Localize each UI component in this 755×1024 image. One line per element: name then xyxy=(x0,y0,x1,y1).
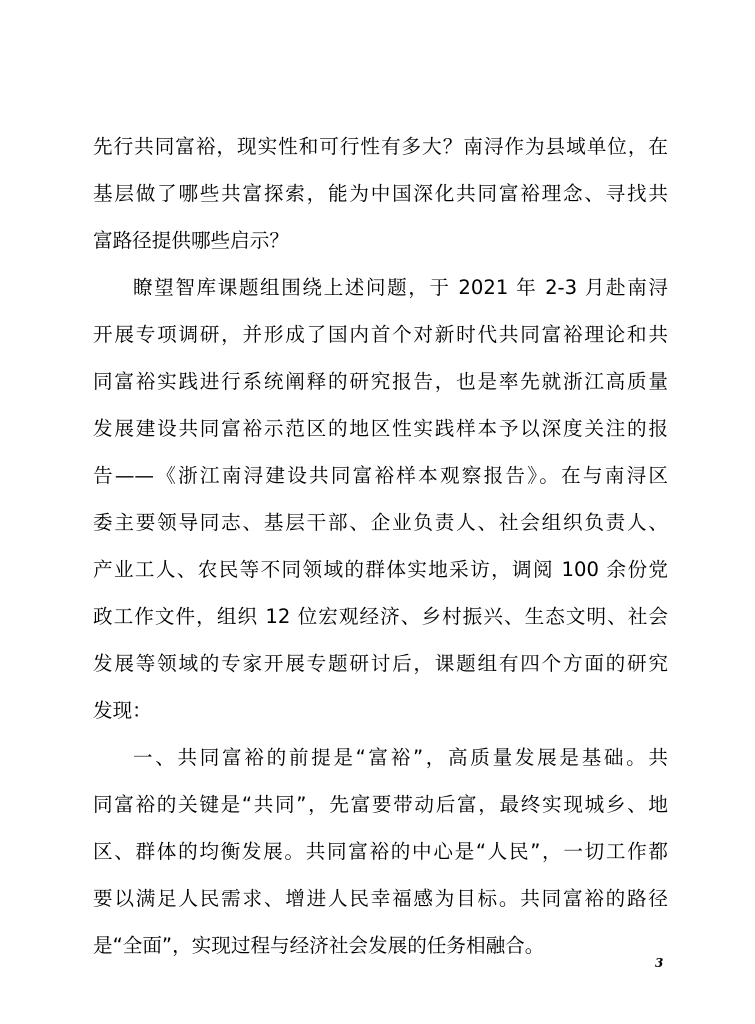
paragraph-2-line-8: 政工作文件，组织 12 位宏观经济、乡村振兴、生态文明、社会 xyxy=(93,605,668,628)
paragraph-2-line-9: 发展等领域的专家开展专题研讨后，课题组有四个方面的研究 xyxy=(93,652,668,675)
paragraph-1-line-2: 基层做了哪些共富探索，能为中国深化共同富裕理念、寻找共 xyxy=(93,182,668,205)
paragraph-3-line-2: 同富裕的关键是“共同”，先富要带动后富，最终实现城乡、地 xyxy=(93,793,668,816)
paragraph-1-line-1: 先行共同富裕，现实性和可行性有多大？南浔作为县域单位，在 xyxy=(93,135,668,158)
paragraph-3-line-3: 区、群体的均衡发展。共同富裕的中心是“人民”，一切工作都 xyxy=(93,840,668,863)
paragraph-2-line-4: 发展建设共同富裕示范区的地区性实践样本予以深度关注的报 xyxy=(93,417,668,440)
paragraph-2-line-6: 委主要领导同志、基层干部、企业负责人、社会组织负责人、 xyxy=(93,511,668,534)
paragraph-3-line-1: 一、共同富裕的前提是“富裕”，高质量发展是基础。共 xyxy=(133,746,668,769)
page-number: 3 xyxy=(655,956,664,970)
paragraph-3-line-5: 是“全面”，实现过程与经济社会发展的任务相融合。 xyxy=(93,934,545,957)
paragraph-3-line-4: 要以满足人民需求、增进人民幸福感为目标。共同富裕的路径 xyxy=(93,887,668,910)
paragraph-2-line-1: 瞭望智库课题组围绕上述问题，于 2021 年 2-3 月赴南浔 xyxy=(133,276,668,299)
paragraph-2-line-7: 产业工人、农民等不同领域的群体实地采访，调阅 100 余份党 xyxy=(93,558,668,581)
paragraph-2-line-5: 告——《浙江南浔建设共同富裕样本观察报告》。在与南浔区 xyxy=(93,464,668,487)
paragraph-1-line-3: 富路径提供哪些启示？ xyxy=(93,229,289,252)
paragraph-2-line-10: 发现： xyxy=(93,699,152,722)
paragraph-2-line-2: 开展专项调研，并形成了国内首个对新时代共同富裕理论和共 xyxy=(93,323,668,346)
paragraph-2-line-3: 同富裕实践进行系统阐释的研究报告，也是率先就浙江高质量 xyxy=(93,370,668,393)
